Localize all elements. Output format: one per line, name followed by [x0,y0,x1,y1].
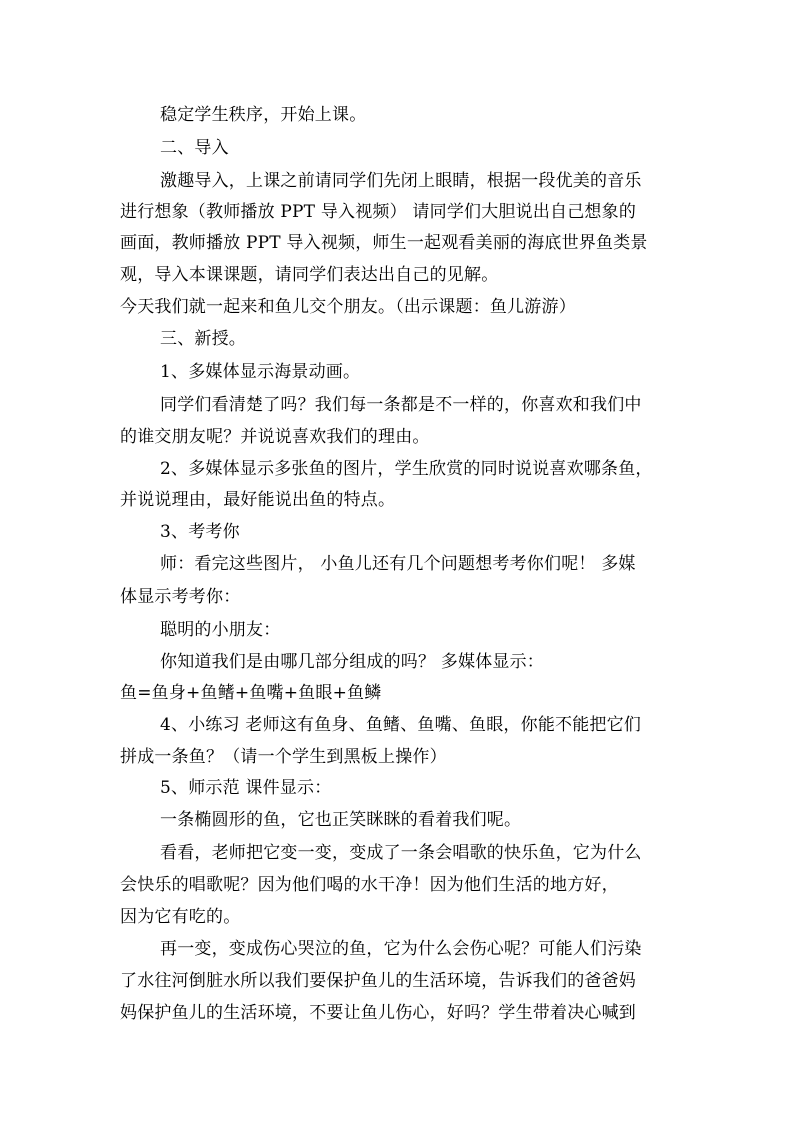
text-line: 妈保护鱼儿的生活环境，不要让鱼儿伤心，好吗？学生带着决心喊到 [120,1003,636,1023]
text-line: 看看，老师把它变一变，变成了一条会唱歌的快乐鱼，它为什么 [160,843,642,863]
text-line: 你知道我们是由哪几部分组成的吗？ 多媒体显示： [160,652,545,672]
text-line: 的谁交朋友呢？并说说喜欢我们的理由。 [120,427,430,447]
text-line: 师：看完这些图片， 小鱼儿还有几个问题想考考你们呢！ 多媒 [160,554,636,574]
text-line: 今天我们就一起来和鱼儿交个朋友。（出示课题：鱼儿游游） [120,297,576,317]
section-heading-new-lesson: 三、新授。 [160,329,246,349]
text-line: 再一变，变成伤心哭泣的鱼，它为什么会伤心呢？可能人们污染 [160,939,642,959]
text-line: 5、师示范 课件显示： [160,778,332,798]
text-line: 同学们看清楚了吗？我们每一条都是不一样的，你喜欢和我们中 [160,395,642,415]
text-line: 3、考考你 [160,522,240,542]
text-line: 画面，教师播放 PPT 导入视频，师生一起观看美丽的海底世界鱼类景 [120,233,648,253]
text-line: 稳定学生秩序，开始上课。 [160,105,367,125]
text-line: 拼成一条鱼？（请一个学生到黑板上操作） [120,747,447,767]
text-line: 观，导入本课课题，请同学们表达出自己的见解。 [120,265,499,285]
text-line: 4、小练习 老师这有鱼身、鱼鳍、鱼嘴、鱼眼，你能不能把它们 [160,715,642,735]
fish-formula: 鱼=鱼身+鱼鳍+鱼嘴+鱼眼+鱼鳞 [120,683,382,703]
text-line: 会快乐的唱歌呢？因为他们喝的水干净！因为他们生活的地方好， [120,875,619,895]
text-line: 并说说理由，最好能说出鱼的特点。 [120,490,396,510]
text-line: 聪明的小朋友： [160,620,281,640]
text-line: 体显示考考你： [120,587,241,607]
text-line: 2、多媒体显示多张鱼的图片，学生欣赏的同时说说喜欢哪条鱼， [160,459,653,479]
text-line: 了水往河倒脏水所以我们要保护鱼儿的生活环境，告诉我们的爸爸妈 [120,971,636,991]
text-line: 一条椭圆形的鱼，它也正笑眯眯的看着我们呢。 [160,810,522,830]
text-line: 进行想象（教师播放 PPT 导入视频） 请同学们大胆说出自己想象的 [120,202,637,222]
section-heading-intro: 二、导入 [160,138,229,158]
text-line: 激趣导入，上课之前请同学们先闭上眼睛，根据一段优美的音乐 [160,171,642,191]
text-line: 1、多媒体显示海景动画。 [160,362,361,382]
text-line: 因为它有吃的。 [120,907,241,927]
